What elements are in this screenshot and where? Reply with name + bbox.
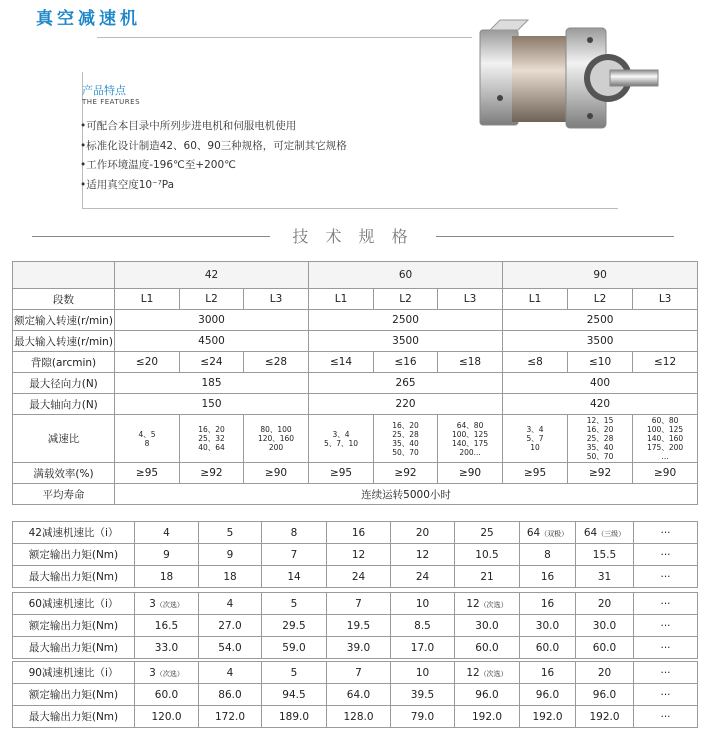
stage-cell: L3 [633, 289, 698, 310]
ratio-cell: 3、4 5、7、10 [309, 415, 374, 463]
value-cell: 120.0 [135, 706, 199, 728]
table-row [13, 615, 698, 637]
ratio-cell: 16 [520, 593, 576, 615]
table-row [13, 593, 698, 615]
row-label: 最大输入转速(r/min) [13, 331, 115, 352]
ratio-cell: 64、80 100、125 140、175 200... [438, 415, 503, 463]
value-cell: 189.0 [262, 706, 327, 728]
value-cell: 24 [391, 566, 455, 588]
value-cell: 60.0 [520, 637, 576, 659]
stage-cell: L1 [503, 289, 568, 310]
value-cell: 172.0 [199, 706, 262, 728]
ratio-cell: 12、15 16、20 25、28 35、40 50、70 [568, 415, 633, 463]
row-label: 平均寿命 [13, 484, 115, 505]
ratio-cell: 10 [391, 593, 455, 615]
row-label: 减速比 [13, 415, 115, 463]
ratio-cell: 60、80 100、125 140、160 175、200 ... [633, 415, 698, 463]
value-cell: 16.5 [135, 615, 199, 637]
value-cell: 30.0 [455, 615, 520, 637]
ratio-cell: 20 [391, 522, 455, 544]
row-label: 90减速机速比（i） [13, 662, 135, 684]
stage-cell: L1 [309, 289, 374, 310]
value-cell: ≥90 [633, 463, 698, 484]
value-cell: 17.0 [391, 637, 455, 659]
row-label: 段数 [13, 289, 115, 310]
ratio-cell: 4、5 8 [115, 415, 180, 463]
table-row [13, 522, 698, 544]
size-header: 60 [309, 262, 503, 289]
spec-table [12, 261, 698, 505]
value-cell: 96.0 [455, 684, 520, 706]
value-cell: ··· [634, 706, 698, 728]
row-label: 最大轴向力(N) [13, 394, 115, 415]
feature-item: •可配合本目录中所列步进电机和伺服电机使用 [80, 120, 297, 132]
value-cell: 3500 [503, 331, 698, 352]
row-label: 额定输出力矩(Nm) [13, 615, 135, 637]
value-cell: ≥92 [180, 463, 244, 484]
ratio-cell: 3（次选） [135, 662, 199, 684]
ratio-cell: 7 [327, 593, 391, 615]
ratio-cell: 80、100 120、160 200 [244, 415, 309, 463]
ratio-cell: 64（三级） [576, 522, 634, 544]
value-cell: 39.5 [391, 684, 455, 706]
value-cell: ≤12 [633, 352, 698, 373]
table-row [13, 662, 698, 684]
ratio-cell: 16 [327, 522, 391, 544]
value-cell: 18 [135, 566, 199, 588]
value-cell: 27.0 [199, 615, 262, 637]
row-label: 额定输出力矩(Nm) [13, 684, 135, 706]
value-cell: 30.0 [576, 615, 634, 637]
stage-cell: L2 [374, 289, 438, 310]
value-cell: 14 [262, 566, 327, 588]
value-cell: 9 [135, 544, 199, 566]
features-title: 产品特点 [82, 84, 126, 97]
value-cell: 79.0 [391, 706, 455, 728]
value-cell: ··· [634, 566, 698, 588]
value-cell: ≥90 [244, 463, 309, 484]
table-row [13, 637, 698, 659]
ratio-cell: 20 [576, 593, 634, 615]
torque-table-42 [12, 521, 698, 588]
value-cell: 16 [520, 566, 576, 588]
corner-cell [13, 262, 115, 289]
size-header: 90 [503, 262, 698, 289]
value-cell: 60.0 [455, 637, 520, 659]
feature-item: •标准化设计制造42、60、90三种规格，可定制其它规格 [80, 139, 347, 152]
table-row [13, 684, 698, 706]
feature-item: •工作环境温度-196℃至+200℃ [80, 159, 236, 171]
value-cell: 21 [455, 566, 520, 588]
value-cell: 18 [199, 566, 262, 588]
ratio-cell: 8 [262, 522, 327, 544]
value-cell: 29.5 [262, 615, 327, 637]
row-label: 最大输出力矩(Nm) [13, 637, 135, 659]
value-cell: 96.0 [520, 684, 576, 706]
row-label: 最大输出力矩(Nm) [13, 566, 135, 588]
value-cell: 60.0 [135, 684, 199, 706]
ratio-cell: 64（双极） [520, 522, 576, 544]
row-label: 42减速机速比（i） [13, 522, 135, 544]
ratio-cell: 3、4 5、7 10 [503, 415, 568, 463]
value-cell: 60.0 [576, 637, 634, 659]
value-cell: 8 [520, 544, 576, 566]
ratio-cell: 4 [199, 593, 262, 615]
section-title: 技 术 规 格 [292, 227, 414, 246]
torque-table-60 [12, 592, 698, 659]
value-cell: 420 [503, 394, 698, 415]
value-cell: ··· [634, 684, 698, 706]
ratio-cell: 16 [520, 662, 576, 684]
ratio-cell: 25 [455, 522, 520, 544]
value-cell: 86.0 [199, 684, 262, 706]
value-cell: 33.0 [135, 637, 199, 659]
value-cell: 185 [115, 373, 309, 394]
value-cell: 2500 [503, 310, 698, 331]
value-cell: ≥92 [374, 463, 438, 484]
value-cell: 150 [115, 394, 309, 415]
ratio-cell: 20 [576, 662, 634, 684]
ratio-cell: 16、20 25、32 40、64 [180, 415, 244, 463]
row-label: 额定输出力矩(Nm) [13, 544, 135, 566]
value-cell: ≤16 [374, 352, 438, 373]
value-cell: 4500 [115, 331, 309, 352]
size-header: 42 [115, 262, 309, 289]
value-cell: 30.0 [520, 615, 576, 637]
value-cell: 9 [199, 544, 262, 566]
value-cell: 400 [503, 373, 698, 394]
ratio-cell: 10 [391, 662, 455, 684]
value-cell: 3000 [115, 310, 309, 331]
value-cell: 3500 [309, 331, 503, 352]
table-row [13, 706, 698, 728]
value-cell: 59.0 [262, 637, 327, 659]
row-label: 背隙(arcmin) [13, 352, 115, 373]
ratio-cell: 5 [262, 593, 327, 615]
value-cell: 24 [327, 566, 391, 588]
ratio-cell: ··· [634, 522, 698, 544]
value-cell: 10.5 [455, 544, 520, 566]
value-cell: 19.5 [327, 615, 391, 637]
ratio-cell: 4 [135, 522, 199, 544]
stage-cell: L2 [568, 289, 633, 310]
value-cell: 94.5 [262, 684, 327, 706]
value-cell: 54.0 [199, 637, 262, 659]
row-label: 60减速机速比（i） [13, 593, 135, 615]
value-cell: 265 [309, 373, 503, 394]
value-cell: 12 [391, 544, 455, 566]
ratio-cell: 16、20 25、28 35、40 50、70 [374, 415, 438, 463]
row-label: 满载效率(%) [13, 463, 115, 484]
features-subtitle: THE FEATURES [82, 98, 141, 106]
row-label: 最大径向力(N) [13, 373, 115, 394]
row-label: 最大输出力矩(Nm) [13, 706, 135, 728]
value-cell: ≥95 [115, 463, 180, 484]
value-cell: 15.5 [576, 544, 634, 566]
section-header [32, 224, 674, 248]
value-cell: ··· [634, 544, 698, 566]
value-cell: ··· [634, 615, 698, 637]
value-cell: 96.0 [576, 684, 634, 706]
value-cell: ≥95 [503, 463, 568, 484]
ratio-cell: 3（次选） [135, 593, 199, 615]
value-cell: 128.0 [327, 706, 391, 728]
feature-item: •适用真空度10⁻⁷Pa [80, 178, 175, 191]
ratio-cell: 12（次选） [455, 593, 520, 615]
title-divider [97, 37, 472, 38]
stage-cell: L1 [115, 289, 180, 310]
value-cell: 31 [576, 566, 634, 588]
value-cell: ··· [634, 637, 698, 659]
stage-cell: L3 [438, 289, 503, 310]
value-cell: 192.0 [520, 706, 576, 728]
features-list [80, 117, 347, 195]
value-cell: 192.0 [455, 706, 520, 728]
value-cell: 12 [327, 544, 391, 566]
row-label: 额定输入转速(r/min) [13, 310, 115, 331]
ratio-cell: 5 [262, 662, 327, 684]
value-cell: 8.5 [391, 615, 455, 637]
page-title: 真空减速机 [36, 9, 141, 29]
value-cell: ≤14 [309, 352, 374, 373]
value-cell: 连续运转5000小时 [115, 484, 698, 505]
value-cell: ≤24 [180, 352, 244, 373]
value-cell: ≤20 [115, 352, 180, 373]
ratio-cell: ··· [634, 662, 698, 684]
value-cell: ≥95 [309, 463, 374, 484]
ratio-cell: 12（次选） [455, 662, 520, 684]
torque-table-90 [12, 661, 698, 728]
value-cell: ≤8 [503, 352, 568, 373]
value-cell: ≥90 [438, 463, 503, 484]
value-cell: 192.0 [576, 706, 634, 728]
stage-cell: L2 [180, 289, 244, 310]
ratio-cell: 4 [199, 662, 262, 684]
ratio-cell: 5 [199, 522, 262, 544]
value-cell: ≤10 [568, 352, 633, 373]
value-cell: ≤18 [438, 352, 503, 373]
value-cell: 64.0 [327, 684, 391, 706]
value-cell: ≥92 [568, 463, 633, 484]
value-cell: ≤28 [244, 352, 309, 373]
value-cell: 2500 [309, 310, 503, 331]
table-row [13, 566, 698, 588]
ratio-cell: 7 [327, 662, 391, 684]
value-cell: 7 [262, 544, 327, 566]
ratio-cell: ··· [634, 593, 698, 615]
stage-cell: L3 [244, 289, 309, 310]
table-row [13, 544, 698, 566]
value-cell: 39.0 [327, 637, 391, 659]
value-cell: 220 [309, 394, 503, 415]
